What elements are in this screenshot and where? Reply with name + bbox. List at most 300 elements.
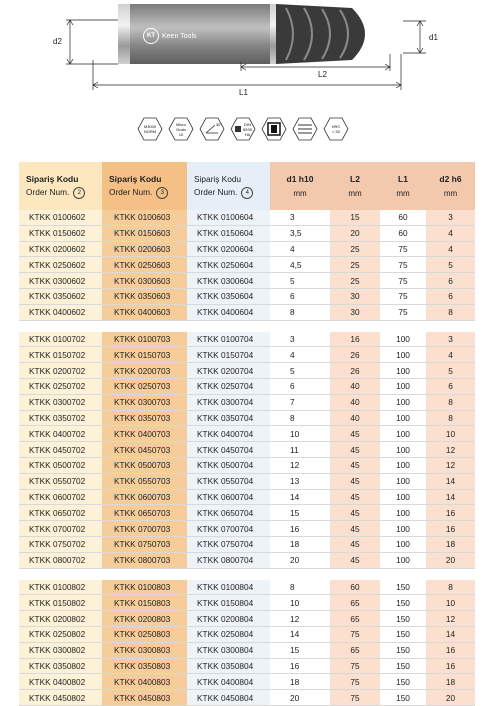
cell-d1-value: 6 [270, 288, 330, 304]
cell-d2-value: 8 [426, 580, 475, 595]
cell-order-num-2: KTKK 0300802 [19, 642, 102, 658]
cell-order-num-3: KTKK 0200603 [102, 241, 187, 257]
cell-d1-value: 3 [270, 210, 330, 225]
cell-d2-value: 5 [426, 363, 475, 379]
dim-label-l2: L2 [318, 70, 327, 79]
table-row [19, 210, 475, 225]
icon-text: DIN [244, 121, 251, 127]
cell-d2-value: 8 [426, 410, 475, 426]
cell-l1-value: 150 [380, 642, 426, 658]
cell-l1-value: 75 [380, 304, 426, 320]
cell-order-num-4: KTKK 0750704 [187, 536, 270, 552]
cell-order-num-4: KTKK 0250604 [187, 257, 270, 273]
cell-order-num-3: KTKK 0400703 [102, 426, 187, 442]
dim-label-d2: d2 [53, 37, 62, 46]
cell-d1-value: 6 [270, 378, 330, 394]
cell-d2-value: 3 [426, 332, 475, 347]
cell-order-num-3: KTKK 0100703 [102, 332, 187, 347]
spacer-cell [426, 320, 475, 332]
cell-order-num-2: KTKK 0450802 [19, 690, 102, 706]
header-order-num-3 [102, 162, 187, 210]
flutes-icon [292, 116, 318, 142]
cell-l2-value: 15 [330, 210, 380, 225]
cell-order-num-2: KTKK 0450702 [19, 442, 102, 458]
cell-l2-value: 45 [330, 489, 380, 505]
table-row [19, 257, 475, 273]
cell-order-num-4: KTKK 0300704 [187, 394, 270, 410]
circled-number-badge: 4 [241, 187, 253, 199]
spacer-cell [330, 568, 380, 580]
header-sub-text: Order Num. [109, 186, 153, 197]
header-subtitle [26, 187, 102, 199]
cell-l1-value: 150 [380, 690, 426, 706]
cell-order-num-4: KTKK 0250804 [187, 626, 270, 642]
cell-l2-value: 26 [330, 363, 380, 379]
cell-order-num-3: KTKK 0800703 [102, 552, 187, 568]
cell-order-num-4: KTKK 0150604 [187, 225, 270, 241]
spacer-cell [19, 568, 102, 580]
cell-l1-value: 100 [380, 378, 426, 394]
icon-text: NORM [143, 129, 157, 134]
icon-text: HRC [331, 124, 341, 129]
header-title: d1 h10 [286, 174, 314, 184]
cell-order-num-4: KTKK 0450804 [187, 690, 270, 706]
cell-order-num-4: KTKK 0350704 [187, 410, 270, 426]
cell-order-num-4: KTKK 0100704 [187, 332, 270, 347]
spacer-cell [102, 320, 187, 332]
header-sub-text: Order Num. [194, 186, 238, 197]
cell-d2-value: 3 [426, 210, 475, 225]
cell-d2-value: 8 [426, 394, 475, 410]
cell-order-num-2: KTKK 0200602 [19, 241, 102, 257]
header-title: d2 h6 [439, 174, 462, 184]
icon-text: Grain [176, 126, 186, 132]
spacer-cell [380, 320, 426, 332]
cell-order-num-3: KTKK 0400603 [102, 304, 187, 320]
cell-l1-value: 150 [380, 626, 426, 642]
cell-l1-value: 100 [380, 442, 426, 458]
cell-l2-value: 25 [330, 273, 380, 289]
circled-number-badge: 2 [73, 187, 85, 199]
cell-order-num-2: KTKK 0550702 [19, 473, 102, 489]
cell-d1-value: 20 [270, 552, 330, 568]
cell-order-num-3: KTKK 0450703 [102, 442, 187, 458]
cell-l1-value: 100 [380, 410, 426, 426]
table-header-row [19, 162, 475, 210]
header-subtitle [109, 187, 187, 199]
cell-order-num-3: KTKK 0700703 [102, 521, 187, 537]
cell-order-num-2: KTKK 0250802 [19, 626, 102, 642]
cell-l2-value: 45 [330, 426, 380, 442]
cell-l1-value: 150 [380, 580, 426, 595]
header-title: L2 [350, 174, 360, 184]
cell-l1-value: 75 [380, 241, 426, 257]
product-table [19, 162, 475, 706]
table-row [19, 674, 475, 690]
cell-d2-value: 4 [426, 347, 475, 363]
cell-l2-value: 45 [330, 473, 380, 489]
cell-order-num-4: KTKK 0150704 [187, 347, 270, 363]
table-row [19, 378, 475, 394]
cell-d1-value: 3 [270, 332, 330, 347]
cell-order-num-4: KTKK 0650704 [187, 505, 270, 521]
cell-l1-value: 100 [380, 473, 426, 489]
table-row [19, 442, 475, 458]
cell-d1-value: 8 [270, 410, 330, 426]
cell-d1-value: 20 [270, 690, 330, 706]
cell-order-num-2: KTKK 0350702 [19, 410, 102, 426]
table-row [19, 595, 475, 611]
cell-d2-value: 16 [426, 521, 475, 537]
cell-d2-value: 10 [426, 595, 475, 611]
logo-mark: KT [143, 28, 159, 44]
cell-l1-value: 150 [380, 611, 426, 627]
cell-order-num-4: KTKK 0200604 [187, 241, 270, 257]
cell-order-num-2: KTKK 0150802 [19, 595, 102, 611]
cell-order-num-3: KTKK 0150803 [102, 595, 187, 611]
cell-d2-value: 12 [426, 442, 475, 458]
cell-order-num-3: KTKK 0300703 [102, 394, 187, 410]
cell-order-num-4: KTKK 0700704 [187, 521, 270, 537]
cell-l1-value: 100 [380, 536, 426, 552]
cell-l2-value: 65 [330, 611, 380, 627]
cell-l1-value: 100 [380, 363, 426, 379]
cell-l1-value: 100 [380, 394, 426, 410]
spacer-cell [330, 320, 380, 332]
cell-order-num-2: KTKK 0400802 [19, 674, 102, 690]
cell-order-num-3: KTKK 0750703 [102, 536, 187, 552]
cell-order-num-2: KTKK 0300702 [19, 394, 102, 410]
cell-order-num-4: KTKK 0600704 [187, 489, 270, 505]
spacer-cell [19, 320, 102, 332]
cell-order-num-4: KTKK 0200804 [187, 611, 270, 627]
cell-l2-value: 45 [330, 552, 380, 568]
cell-d1-value: 10 [270, 426, 330, 442]
cell-d1-value: 5 [270, 363, 330, 379]
cell-d2-value: 10 [426, 426, 475, 442]
table-row [19, 363, 475, 379]
cell-order-num-4: KTKK 0250704 [187, 378, 270, 394]
header-unit: mm [396, 189, 410, 198]
cell-l1-value: 75 [380, 257, 426, 273]
cell-d2-value: 14 [426, 473, 475, 489]
cell-order-num-2: KTKK 0300602 [19, 273, 102, 289]
cell-l1-value: 100 [380, 426, 426, 442]
cell-d2-value: 14 [426, 626, 475, 642]
table-row [19, 304, 475, 320]
table-row [19, 521, 475, 537]
cell-order-num-4: KTKK 0350604 [187, 288, 270, 304]
cell-l1-value: 100 [380, 521, 426, 537]
cell-d2-value: 8 [426, 304, 475, 320]
header-d1 [270, 162, 330, 210]
table-row [19, 273, 475, 289]
table-row [19, 332, 475, 347]
cell-order-num-2: KTKK 0250602 [19, 257, 102, 273]
table-row [19, 552, 475, 568]
cell-order-num-4: KTKK 0350804 [187, 658, 270, 674]
cell-l2-value: 75 [330, 626, 380, 642]
cell-d2-value: 16 [426, 642, 475, 658]
cell-order-num-3: KTKK 0200803 [102, 611, 187, 627]
table-row [19, 580, 475, 595]
header-unit: mm [348, 189, 362, 198]
header-sub-text: Order Num. [26, 186, 70, 197]
table-row [19, 426, 475, 442]
cell-d2-value: 12 [426, 457, 475, 473]
cell-l2-value: 30 [330, 304, 380, 320]
spacer-cell [187, 568, 270, 580]
cell-l1-value: 100 [380, 457, 426, 473]
spacer-cell [270, 568, 330, 580]
cell-d1-value: 4,5 [270, 257, 330, 273]
table-body [19, 210, 475, 705]
cell-d1-value: 16 [270, 521, 330, 537]
cell-order-num-2: KTKK 0350802 [19, 658, 102, 674]
cell-order-num-4: KTKK 0200704 [187, 363, 270, 379]
cell-order-num-3: KTKK 0300803 [102, 642, 187, 658]
cell-order-num-4: KTKK 0450704 [187, 442, 270, 458]
cell-d2-value: 12 [426, 611, 475, 627]
cell-l2-value: 65 [330, 595, 380, 611]
cell-order-num-4: KTKK 0800704 [187, 552, 270, 568]
cell-l2-value: 40 [330, 394, 380, 410]
material-hexagon-icon [137, 116, 163, 142]
cell-d2-value: 6 [426, 273, 475, 289]
cell-d1-value: 13 [270, 473, 330, 489]
cell-l2-value: 45 [330, 536, 380, 552]
table-row [19, 626, 475, 642]
spacer-cell [187, 320, 270, 332]
cell-l1-value: 100 [380, 505, 426, 521]
cell-order-num-3: KTKK 0200703 [102, 363, 187, 379]
dim-label-l1: L1 [239, 88, 248, 97]
cell-l1-value: 100 [380, 552, 426, 568]
tool-drawing [0, 0, 493, 100]
cell-d1-value: 16 [270, 658, 330, 674]
cell-order-num-2: KTKK 0250702 [19, 378, 102, 394]
table-row [19, 642, 475, 658]
cell-order-num-4: KTKK 0500704 [187, 457, 270, 473]
header-order-num-2 [19, 162, 102, 210]
cell-l2-value: 40 [330, 378, 380, 394]
spacer-cell [102, 568, 187, 580]
cell-d1-value: 10 [270, 595, 330, 611]
cell-l2-value: 75 [330, 690, 380, 706]
cell-d1-value: 12 [270, 457, 330, 473]
header-title: Sipariş Kodu [26, 173, 79, 184]
cell-order-num-2: KTKK 0750702 [19, 536, 102, 552]
cell-order-num-3: KTKK 0350703 [102, 410, 187, 426]
cell-l2-value: 75 [330, 674, 380, 690]
icon-text: 10 [178, 131, 184, 137]
table-row [19, 241, 475, 257]
cell-order-num-4: KTKK 0300604 [187, 273, 270, 289]
cell-l1-value: 75 [380, 288, 426, 304]
hardness-icon [323, 116, 349, 142]
brand-logo [143, 28, 197, 44]
table-row [19, 394, 475, 410]
cell-d2-value: 16 [426, 658, 475, 674]
cell-l1-value: 100 [380, 332, 426, 347]
cell-order-num-3: KTKK 0450803 [102, 690, 187, 706]
cell-order-num-2: KTKK 0400702 [19, 426, 102, 442]
cell-d2-value: 4 [426, 225, 475, 241]
cell-d2-value: 6 [426, 288, 475, 304]
spacer-cell [380, 568, 426, 580]
cell-order-num-2: KTKK 0100702 [19, 332, 102, 347]
cell-d2-value: 16 [426, 505, 475, 521]
cell-order-num-3: KTKK 0500703 [102, 457, 187, 473]
cell-d1-value: 14 [270, 489, 330, 505]
cell-d1-value: 12 [270, 611, 330, 627]
cell-order-num-3: KTKK 0400803 [102, 674, 187, 690]
dim-label-d1: d1 [429, 33, 438, 42]
icon-text: HA [244, 131, 251, 137]
cell-order-num-2: KTKK 0150602 [19, 225, 102, 241]
table-row [19, 288, 475, 304]
cell-d2-value: 5 [426, 257, 475, 273]
cell-order-num-3: KTKK 0300603 [102, 273, 187, 289]
icon-text: < 52 [332, 129, 340, 134]
cell-order-num-2: KTKK 0400602 [19, 304, 102, 320]
header-d2 [426, 162, 475, 210]
cell-order-num-2: KTKK 0150702 [19, 347, 102, 363]
cell-l2-value: 16 [330, 332, 380, 347]
cell-order-num-3: KTKK 0100603 [102, 210, 187, 225]
table-row [19, 457, 475, 473]
cell-l2-value: 25 [330, 241, 380, 257]
cell-d1-value: 4 [270, 241, 330, 257]
table-row [19, 536, 475, 552]
cell-d2-value: 4 [426, 241, 475, 257]
cell-l1-value: 60 [380, 210, 426, 225]
cell-order-num-3: KTKK 0250703 [102, 378, 187, 394]
spacer-cell [270, 320, 330, 332]
cell-d1-value: 14 [270, 626, 330, 642]
group-spacer [19, 568, 475, 580]
cell-l2-value: 45 [330, 442, 380, 458]
header-order-num-4 [187, 162, 270, 210]
cell-d2-value: 18 [426, 674, 475, 690]
cell-l1-value: 150 [380, 595, 426, 611]
cell-d2-value: 20 [426, 552, 475, 568]
table-row [19, 505, 475, 521]
cell-order-num-3: KTKK 0250803 [102, 626, 187, 642]
cell-order-num-2: KTKK 0600702 [19, 489, 102, 505]
table-row [19, 690, 475, 706]
cell-order-num-4: KTKK 0100804 [187, 580, 270, 595]
cell-order-num-4: KTKK 0300804 [187, 642, 270, 658]
cell-order-num-3: KTKK 0350603 [102, 288, 187, 304]
cell-order-num-4: KTKK 0400804 [187, 674, 270, 690]
icon-text: 6535 [243, 126, 252, 132]
header-title: L1 [398, 174, 408, 184]
cell-order-num-3: KTKK 0150703 [102, 347, 187, 363]
spacer-cell [426, 568, 475, 580]
header-title: Sipariş Kodu [194, 173, 242, 184]
cell-order-num-2: KTKK 0200702 [19, 363, 102, 379]
header-title: Sipariş Kodu [109, 173, 162, 184]
feature-icons-row [137, 116, 349, 142]
cell-l2-value: 30 [330, 288, 380, 304]
cell-d1-value: 18 [270, 674, 330, 690]
table-row [19, 489, 475, 505]
cell-d1-value: 7 [270, 394, 330, 410]
cell-l1-value: 150 [380, 674, 426, 690]
cell-l2-value: 75 [330, 658, 380, 674]
cell-l2-value: 26 [330, 347, 380, 363]
cell-order-num-4: KTKK 0100604 [187, 210, 270, 225]
cell-order-num-2: KTKK 0200802 [19, 611, 102, 627]
cell-l1-value: 100 [380, 489, 426, 505]
cell-d1-value: 3,5 [270, 225, 330, 241]
cell-order-num-2: KTKK 0700702 [19, 521, 102, 537]
cell-d2-value: 14 [426, 489, 475, 505]
cell-order-num-3: KTKK 0550703 [102, 473, 187, 489]
table-row [19, 410, 475, 426]
cell-d1-value: 5 [270, 273, 330, 289]
cell-d1-value: 11 [270, 442, 330, 458]
circled-number-badge: 3 [156, 187, 168, 199]
cell-d1-value: 8 [270, 580, 330, 595]
cell-d1-value: 18 [270, 536, 330, 552]
cell-l2-value: 45 [330, 457, 380, 473]
cell-l2-value: 45 [330, 521, 380, 537]
cell-order-num-4: KTKK 0400704 [187, 426, 270, 442]
header-l1 [380, 162, 426, 210]
header-l2 [330, 162, 380, 210]
table-row [19, 658, 475, 674]
cell-order-num-3: KTKK 0600703 [102, 489, 187, 505]
group-spacer [19, 320, 475, 332]
table-row [19, 347, 475, 363]
cell-order-num-2: KTKK 0650702 [19, 505, 102, 521]
cell-order-num-3: KTKK 0250603 [102, 257, 187, 273]
cell-d1-value: 15 [270, 505, 330, 521]
cell-l1-value: 150 [380, 658, 426, 674]
cell-l2-value: 60 [330, 580, 380, 595]
icon-text: 30° [215, 122, 222, 127]
helix-angle-icon [199, 116, 225, 142]
coating-icon [261, 116, 287, 142]
cell-order-num-4: KTKK 0400604 [187, 304, 270, 320]
icon-text: Micro [176, 121, 186, 127]
dimension-lines [0, 0, 493, 100]
cell-order-num-3: KTKK 0150603 [102, 225, 187, 241]
table-row [19, 611, 475, 627]
cell-l2-value: 25 [330, 257, 380, 273]
cell-order-num-4: KTKK 0550704 [187, 473, 270, 489]
cell-order-num-2: KTKK 0100802 [19, 580, 102, 595]
icon-text: M3000 [143, 124, 157, 129]
cell-d1-value: 4 [270, 347, 330, 363]
header-subtitle [194, 187, 270, 199]
header-unit: mm [293, 189, 307, 198]
table-row [19, 473, 475, 489]
brand-name: Keen Tools [162, 32, 197, 40]
cell-order-num-3: KTKK 0100803 [102, 580, 187, 595]
cell-order-num-2: KTKK 0800702 [19, 552, 102, 568]
cell-l1-value: 75 [380, 273, 426, 289]
cell-l2-value: 45 [330, 505, 380, 521]
cell-order-num-2: KTKK 0350602 [19, 288, 102, 304]
cell-order-num-4: KTKK 0150804 [187, 595, 270, 611]
cell-l1-value: 60 [380, 225, 426, 241]
header-unit: mm [443, 189, 458, 198]
cell-l2-value: 20 [330, 225, 380, 241]
cell-order-num-3: KTKK 0350803 [102, 658, 187, 674]
